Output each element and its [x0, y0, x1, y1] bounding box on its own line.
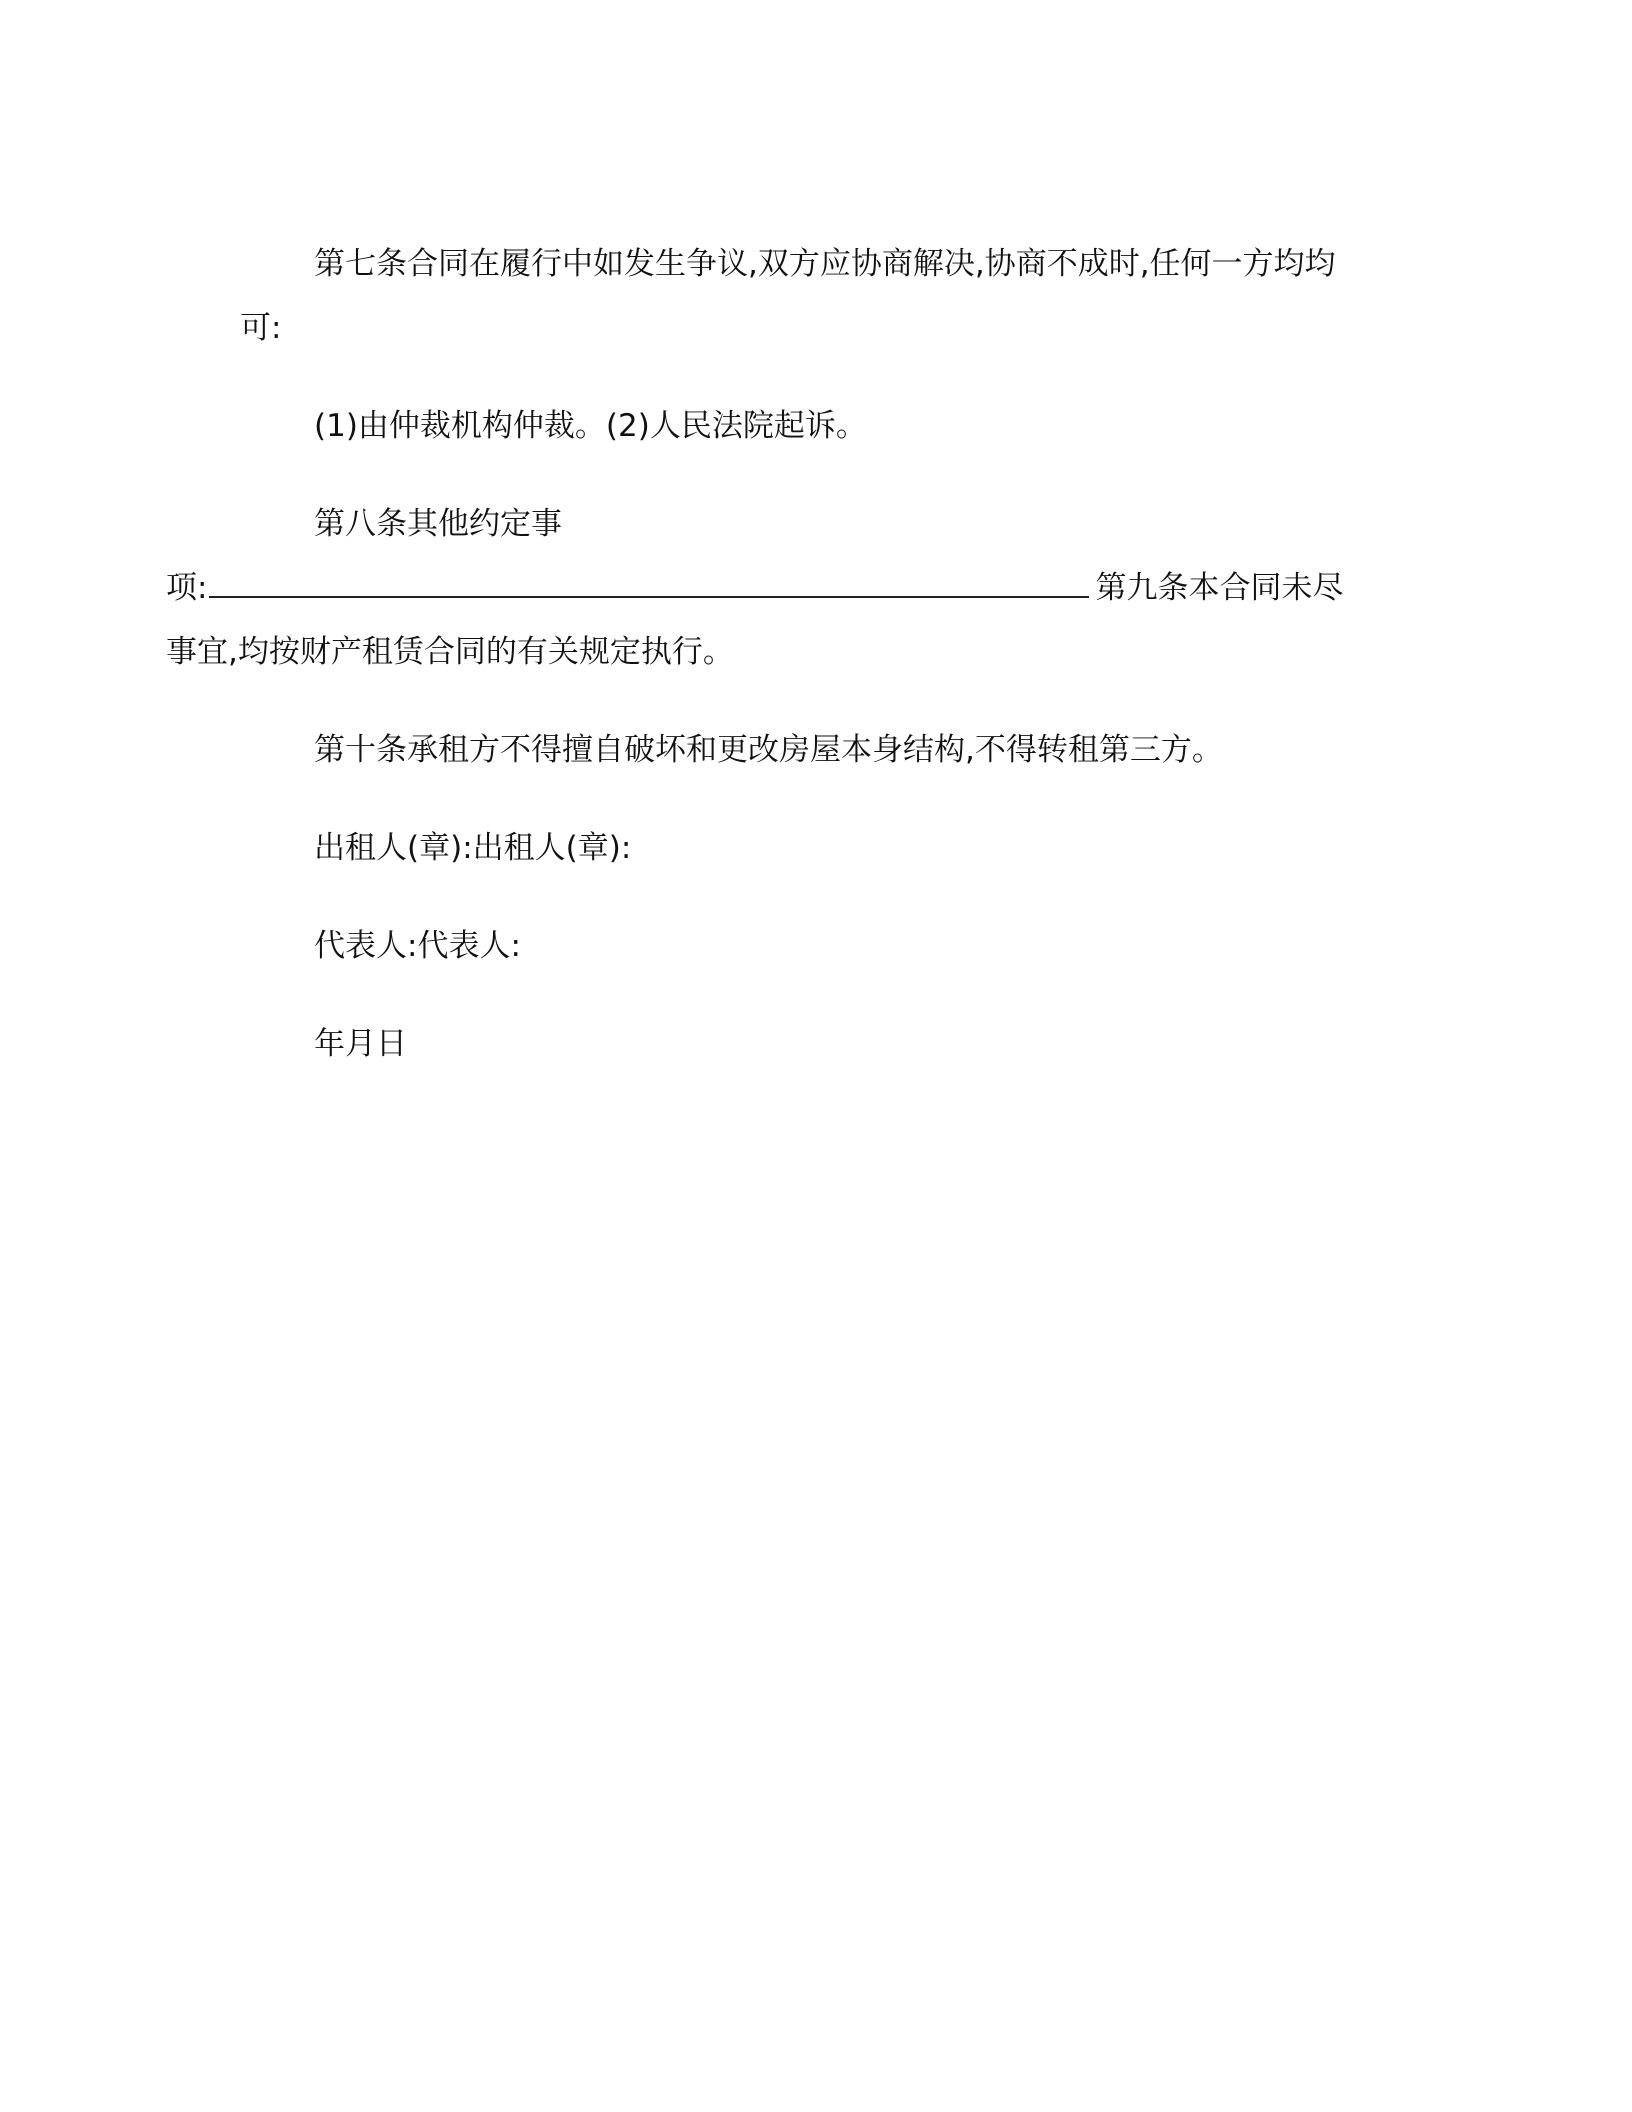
date-line: 年月日	[314, 1026, 407, 1062]
document-body	[166, 232, 1370, 1110]
representative-signature-line: 代表人:代表人:	[314, 928, 521, 964]
article-7-paragraph: 第七条合同在履行中如发生争议,双方应协商解决,协商不成时,任何一方均均可:	[240, 246, 1336, 346]
article-8-9-paragraph	[166, 556, 1370, 684]
article-10-paragraph: 第十条承租方不得擅自破坏和更改房屋本身结构,不得转租第三方。	[314, 732, 1223, 768]
article-8-prefix: 项:	[166, 570, 208, 606]
article-8-first-line: 第八条其他约定事	[314, 506, 562, 542]
fill-in-blank-line	[209, 572, 1089, 598]
lessor-signature-line: 出租人(章):出租人(章):	[314, 830, 632, 866]
article-7-options-paragraph: (1)由仲裁机构仲裁。(2)人民法院起诉。	[314, 408, 867, 444]
article-9-text: 第九条本合同未尽事宜,均按财产租赁合同的有关规定执行。	[166, 570, 1344, 670]
